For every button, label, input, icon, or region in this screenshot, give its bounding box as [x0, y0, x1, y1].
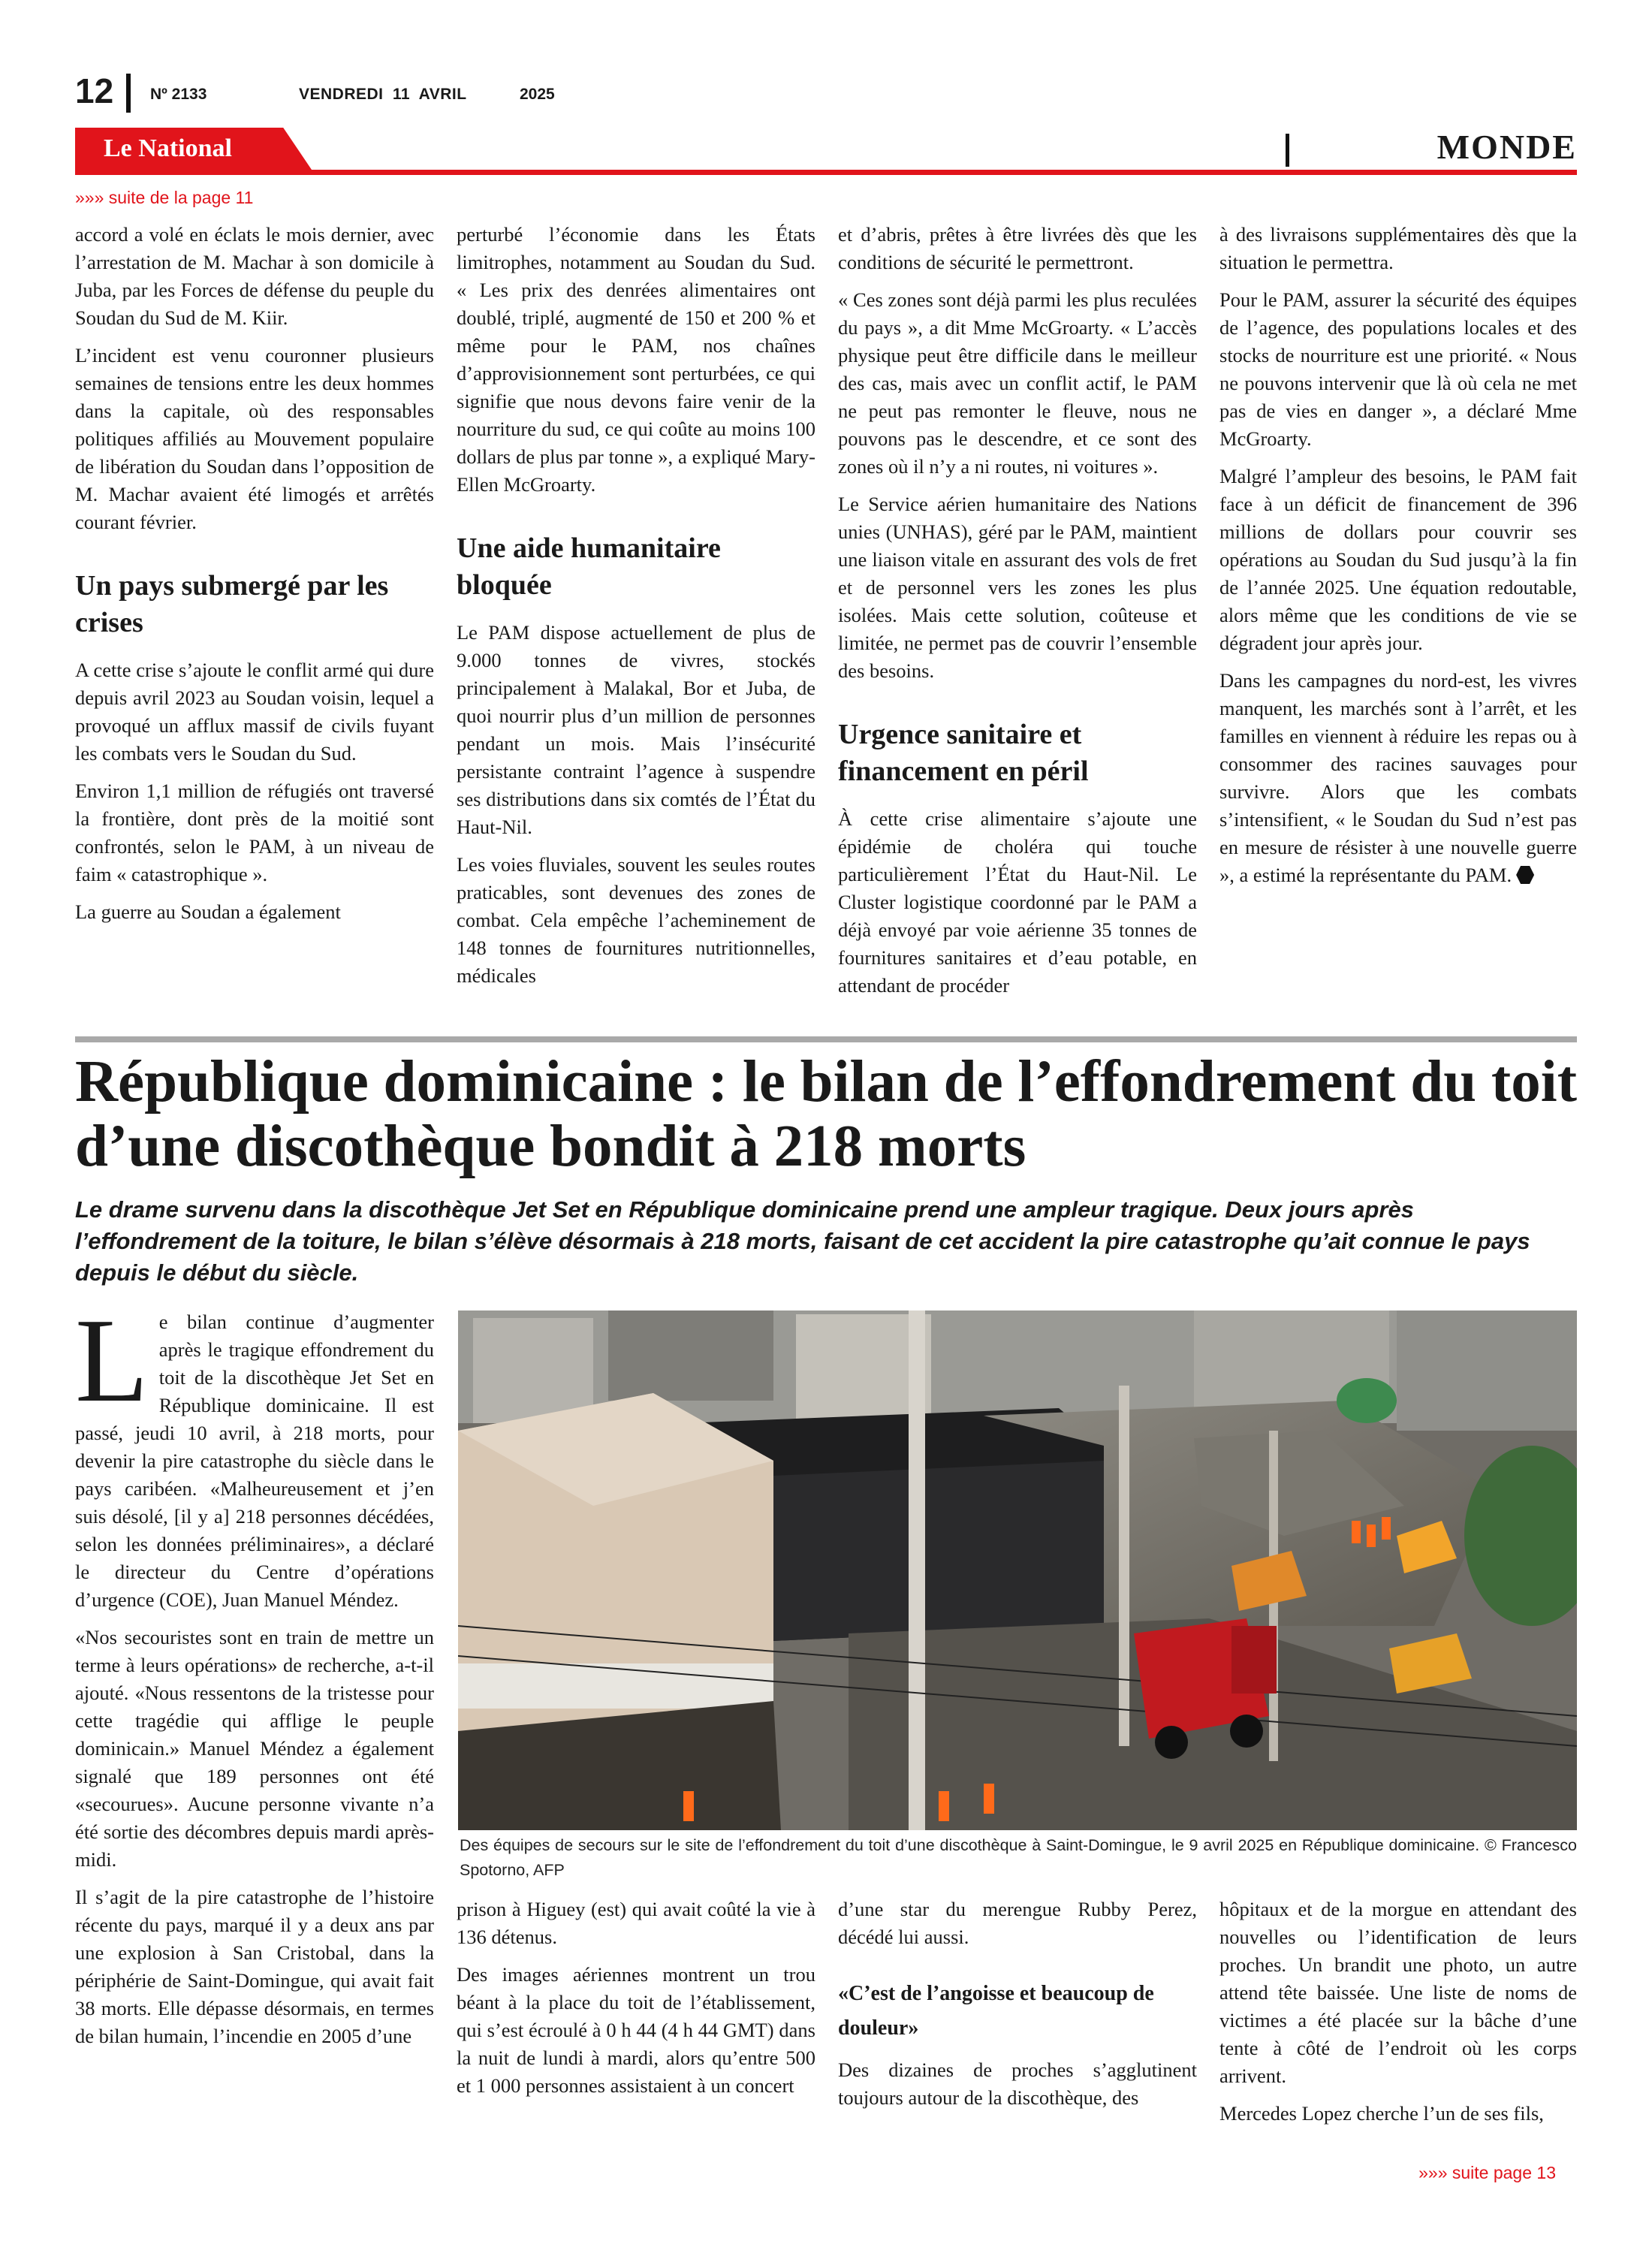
brand-logo: Le National [104, 134, 232, 162]
paragraph: Le PAM dispose actuellement de plus de 9.000 tonnes de vivres, stockés principalement à Malakal, Bor et Juba, de quoi nourrir plus d’un million de personnes pendant un mois. Mais l’insécurité persistante contraint l’agence à suspendre ses distributions dans six comtés de l’État du Haut-Nil. [457, 621, 815, 838]
page-number: 12 [75, 71, 114, 110]
end-of-article-icon [1516, 866, 1534, 884]
paragraph: L’incident est venu couronner plusieurs semaines de tensions entre les deux hommes dans la capitale, où des responsables politiques affiliés au Mouvement populaire de libération du Soudan dans l’opposition de M. Machar avaient été limogés et arrêtés courant février. [75, 344, 434, 533]
drop-cap: L [75, 1293, 149, 1427]
paragraph: hôpitaux et de la morgue en attendant des nouvelles ou l’identification de leurs proches. Un brandit une photo, un autre attend tête baissée. Une liste de noms de victimes a été placée sur la bâche d’une tente à côté de l’endroit où les corps arrivent. [1219, 1898, 1577, 2087]
main-article-column-1 [75, 1293, 434, 2060]
top-article-column-3 [838, 221, 1197, 1009]
paragraph [75, 1293, 434, 1614]
paragraph: accord a volé en éclats le mois dernier, avec l’arrestation de M. Machar à son domicile à Juba, par les Forces de défense du peuple du Soudan du Sud de M. Kiir. [75, 223, 434, 329]
paragraph: à des livraisons supplémentaires dès que la situation le permettra. [1219, 223, 1577, 273]
paragraph: Pour le PAM, assurer la sécurité des équipes de l’agence, des populations locales et des stocks de nourriture est une priorité. « Nous ne pouvons intervenir que là où cela ne met pas de vies en danger », a déclaré Mme McGroarty. [1219, 288, 1577, 450]
main-article-column-2 [457, 1896, 815, 2110]
paragraph: prison à Higuey (est) qui avait coûté la vie à 136 détenus. [457, 1898, 815, 1948]
paragraph-text: Dans les campagnes du nord-est, les vivres manquent, les marchés sont à l’arrêt, et les familles en viennent à réduire les repas ou à consommer des racines sauvages pour survivre. Alors que les combats s’intensifient, « le Soudan du Sud n’est pas en mesure de résister à une nouvelle guerre », a estimé la représentante du PAM. [1219, 669, 1577, 886]
paragraph-text: e bilan continue d’augmenter après le tragique effondrement du toit de la discothèque Jet Set en République dominicaine. Il est passé, jeudi 10 avril, à 218 morts, pour devenir la pire catastrophe du siècle dans le pays caribéen. «Malheureusement et j’en suis désolé, [il y a] 218 personnes décédées, selon les données préliminaires», a déclaré le directeur du Centre d’opérations d’urgence (COE), Juan Manuel Méndez. [75, 1310, 434, 1611]
top-article-column-4 [1219, 221, 1577, 899]
paragraph: Les voies fluviales, souvent les seules routes praticables, sont devenues des zones de combat. Cela empêche l’acheminement de 148 tonnes de fournitures nutritionnelles, médicales [457, 853, 815, 987]
section-title: MONDE [1436, 128, 1577, 166]
article-separator [75, 1036, 1577, 1042]
main-article-column-4 [1219, 1896, 1577, 2137]
paragraph: Des images aériennes montrent un trou béant à la place du toit de l’établissement, qui s’est écroulé à 0 h 44 (4 h 44 GMT) dans la nuit de lundi à mardi, alors qu’entre 500 et 1 000 personnes assistaient à un concert [457, 1963, 815, 2097]
subheading: Urgence sanitaire et financement en péril [838, 719, 1089, 787]
page-number-divider [126, 74, 131, 113]
paragraph: Malgré l’ampleur des besoins, le PAM fait face à un déficit de financement de 396 millions de dollars pour couvrir ses opérations au Soudan du Sud jusqu’à la fin de l’année 2025. Une équation redoutable, alors même que les conditions de vie se dégradent jour après jour. [1219, 465, 1577, 654]
paragraph: La guerre au Soudan a également [75, 900, 341, 923]
continued-from-link[interactable]: »»» suite de la page 11 [75, 188, 254, 207]
paragraph: À cette crise alimentaire s’ajoute une épidémie de choléra qui touche particulièrement l’État du Haut-Nil. Le Cluster logistique coordonné par le PAM a déjà envoyé par voie aérienne 35 tonnes de fournitures sanitaires et d’eau potable, en attendant de procéder [838, 807, 1197, 997]
issue-number: Nº 2133 [150, 86, 207, 103]
rescue-site-photo [458, 1310, 1577, 1830]
paragraph: d’une star du merengue Rubby Perez, décédé lui aussi. [838, 1898, 1197, 1948]
subheading: «C’est de l’angoisse et beaucoup de douleur» [838, 1982, 1154, 2040]
header-rule [75, 170, 1577, 175]
issue-year: 2025 [520, 86, 555, 103]
subheading: Un pays submergé par les crises [75, 570, 389, 638]
section-divider [1286, 134, 1289, 167]
paragraph: perturbé l’économie dans les États limitrophes, notamment au Soudan du Sud. « Les prix des denrées alimentaires ont doublé, triplé, augmenté de 150 et 200 % et même pour le PAM, nos chaînes d’approvisionnement sont perturbées, ce qui signifie que nous devons faire venir de la nourriture du sud, ce qui coûte au moins 100 dollars de plus par tonne », a expliqué Mary-Ellen McGroarty. [457, 223, 815, 496]
paragraph: « Ces zones sont déjà parmi les plus reculées du pays », a dit Mme McGroarty. « L’accès physique peut être difficile dans le meilleur des cas, mais avec un conflit actif, le PAM ne peut pas remonter le fleuve, nous ne pouvons pas le descendre, et ce sont des zones où il n’y a ni routes, ni voitures ». [838, 288, 1197, 478]
issue-date: VENDREDI 11 AVRIL [299, 86, 467, 103]
paragraph: A cette crise s’ajoute le conflit armé qui dure depuis avril 2023 au Soudan voisin, lequel a provoqué un afflux massif de civils fuyant les combats vers le Soudan du Sud. [75, 659, 434, 765]
article-headline: République dominicaine : le bilan de l’effondrement du toit d’une discothèque bondit à 218 morts [75, 1049, 1577, 1179]
top-article-column-1 [75, 221, 434, 936]
article-lead: Le drame survenu dans la discothèque Jet Set en République dominicaine prend une ampleur tragique. Deux jours après l’effondrement de la toiture, le bilan s’élève désormais à 218 morts, faisant de cet accident la pire catastrophe qu’ait connue le pays depuis le début du siècle. [75, 1196, 1530, 1286]
paragraph: Environ 1,1 million de réfugiés ont traversé la frontière, dont près de la moitié sont confrontés, selon le PAM, à un niveau de faim « catastrophique ». [75, 780, 434, 885]
paragraph [1219, 667, 1577, 889]
subheading: Une aide humanitaire bloquée [457, 532, 721, 601]
paragraph: Des dizaines de proches s’agglutinent toujours autour de la discothèque, des [838, 2058, 1197, 2109]
paragraph: «Nos secouristes sont en train de mettre un terme à leurs opérations» de recherche, a-t-il ajouté. «Nous ressentons de la tristesse pour cette tragédie qui afflige le peuple dominicain.» Manuel Méndez a également signalé que 189 personnes ont été «secourues». Aucune personne vivante n’a été sortie des décombres depuis mardi après-midi. [75, 1626, 434, 1871]
continued-to-link[interactable]: »»» suite page 13 [1418, 2163, 1556, 2182]
paragraph: et d’abris, prêtes à être livrées dès que les conditions de sécurité le permettront. [838, 223, 1197, 273]
main-article-column-3 [838, 1896, 1197, 2122]
photo-caption: Des équipes de secours sur le site de l’effondrement du toit d’une discothèque à Saint-Domingue, le 9 avril 2025 en République dominicaine. © Francesco Spotorno, AFP [460, 1836, 1577, 1879]
paragraph: Il s’agit de la pire catastrophe de l’histoire récente du pays, marqué il y a deux ans par une explosion à San Cristobal, dans la périphérie de Saint-Domingue, qui avait fait 38 morts. Elle dépasse désormais, en termes de bilan humain, l’incendie en 2005 d’une [75, 1886, 434, 2047]
paragraph: Mercedes Lopez cherche l’un de ses fils, [1219, 2102, 1544, 2125]
paragraph: Le Service aérien humanitaire des Nations unies (UNHAS), géré par le PAM, maintient une liaison vitale en assurant des vols de fret et de personnel vers les zones les plus isolées. Mais cette solution, coûteuse et limitée, ne permet pas de couvrir l’ensemble des besoins. [838, 493, 1197, 682]
top-article-column-2 [457, 221, 815, 1000]
